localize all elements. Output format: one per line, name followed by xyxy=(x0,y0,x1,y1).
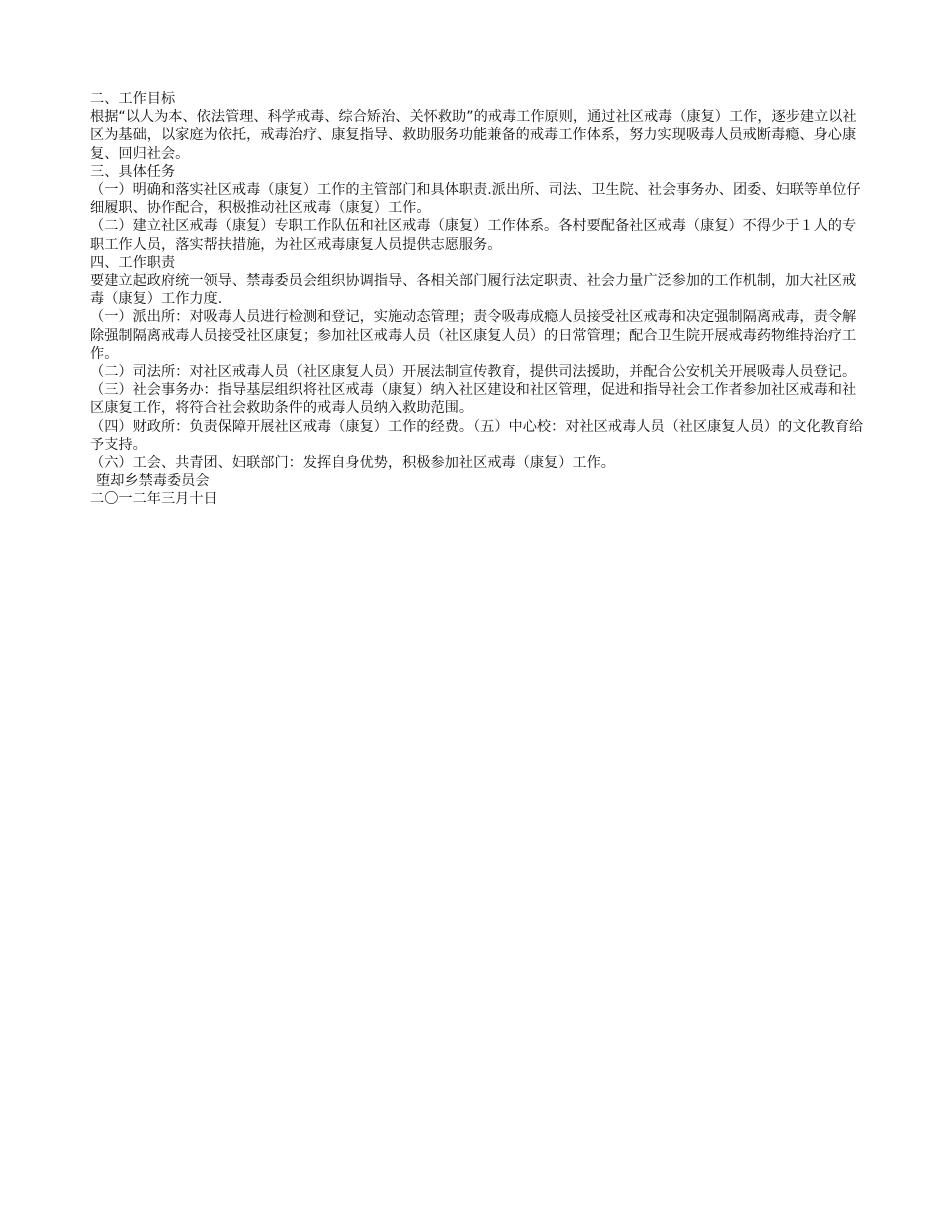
signature-date: 二〇一二年三月十日 xyxy=(90,491,218,508)
duty-item-police: （一）派出所：对吸毒人员进行检测和登记，实施动态管理；责令吸毒成瘾人员接受社区戒毒和决定强制隔离戒毒，责令解除强制隔离戒毒人员接受社区康复；参加社区戒毒人员（社区康复人员）的日常管理；配合卫生院开展戒毒药物维持治疗工作。 xyxy=(90,309,857,362)
duty-item-social-affairs: （三）社会事务办：指导基层组织将社区戒毒（康复）纳入社区建设和社区管理，促进和指导社会工作者参加社区戒毒和社区康复工作，将符合社会救助条件的戒毒人员纳入救助范围。 xyxy=(90,382,857,417)
task-item-1: （一）明确和落实社区戒毒（康复）工作的主管部门和具体职责.派出所、司法、卫生院、社会事务办、团委、妇联等单位仔细履职、协作配合，积极推动社区戒毒（康复）工作。 xyxy=(90,182,861,217)
task-item-2: （二）建立社区戒毒（康复）专职工作队伍和社区戒毒（康复）工作体系。各村要配备社区戒毒（康复）不得少于１人的专职工作人员，落实帮扶措施，为社区戒毒康复人员提供志愿服务。 xyxy=(90,218,857,253)
section-heading-tasks: 三、具体任务 xyxy=(90,163,176,180)
duty-item-unions: （六）工会、共青团、妇联部门：发挥自身优势，积极参加社区戒毒（康复）工作。 xyxy=(90,455,615,472)
duty-item-finance-school: （四）财政所：负责保障开展社区戒毒（康复）工作的经费。（五）中心校：对社区戒毒人员（社区康复人员）的文化教育给予支持。 xyxy=(90,418,864,453)
section-heading-duties: 四、工作职责 xyxy=(90,254,176,271)
signature-organization: 堕却乡禁毒委员会 xyxy=(96,473,210,490)
goal-paragraph: 根据“以人为本、依法管理、科学戒毒、综合矫治、关怀救助”的戒毒工作原则，通过社区戒毒（康复）工作，逐步建立以社区为基础，以家庭为依托，戒毒治疗、康复指导、救助服务功能兼备的戒毒工作体系，努力实现吸毒人员戒断毒瘾、身心康复、回归社会。 xyxy=(90,109,857,162)
document-body xyxy=(90,90,865,509)
section-heading-goal: 二、工作目标 xyxy=(90,91,176,107)
duty-item-judicial: （二）司法所：对社区戒毒人员（社区康复人员）开展法制宣传教育，提供司法援助，并配合公安机关开展吸毒人员登记。 xyxy=(90,364,857,381)
duties-intro-paragraph: 要建立起政府统一领导、禁毒委员会组织协调指导、各相关部门履行法定职责、社会力量广泛参加的工作机制，加大社区戒毒（康复）工作力度. xyxy=(90,273,857,308)
